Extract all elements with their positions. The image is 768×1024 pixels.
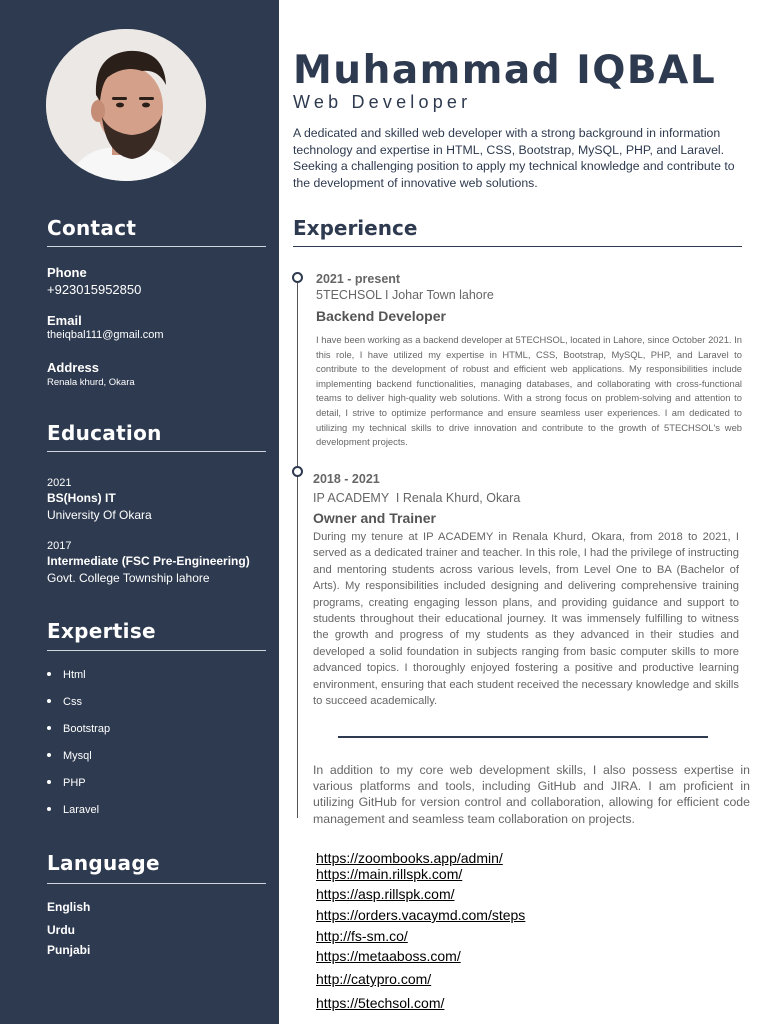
language-divider (47, 883, 266, 884)
job-company: 5TECHSOL I Johar Town lahore (316, 288, 494, 302)
timeline-dot-icon (292, 272, 303, 283)
skill-item (47, 723, 110, 735)
portfolio-link[interactable]: https://orders.vacaymd.com/steps (316, 907, 526, 923)
person-name: Muhammad IQBAL (293, 48, 717, 93)
timeline-line (297, 278, 298, 818)
job-title: Web Developer (293, 92, 472, 112)
expertise-divider (47, 650, 266, 651)
portfolio-link[interactable]: https://main.rillspk.com/ (316, 866, 463, 882)
language-heading: Language (47, 851, 160, 875)
education-degree: Intermediate (FSC Pre-Engineering) (47, 554, 250, 568)
job-period: 2021 - present (316, 272, 401, 286)
portfolio-link[interactable]: https://asp.rillspk.com/ (316, 886, 455, 902)
sidebar (0, 0, 279, 1024)
bullet-icon (47, 726, 51, 730)
profile-photo-image (46, 29, 206, 181)
language-item: Urdu (47, 923, 75, 937)
portfolio-link[interactable]: http://catypro.com/ (316, 971, 432, 987)
bullet-icon (47, 780, 51, 784)
bullet-icon (47, 753, 51, 757)
skill-item (47, 777, 86, 789)
skill-label: Bootstrap (63, 723, 111, 735)
email-label: Email (47, 313, 82, 328)
education-degree: BS(Hons) IT (47, 491, 116, 505)
bullet-icon (47, 807, 51, 811)
profile-photo (46, 29, 206, 181)
skill-label: Css (63, 696, 82, 708)
address-value: Renala khurd, Okara (47, 377, 135, 388)
education-school: University Of Okara (47, 508, 152, 522)
profile-summary: A dedicated and skilled web developer with a strong background in information technology and expertise in HTML, CSS, Bootstrap, MySQL, PHP, and Laravel. Seeking a challenging position to apply my technical knowledge and contribute to the development of innovative web solutions. (293, 126, 735, 190)
skill-item (47, 696, 82, 708)
additional-skills-text: In addition to my core web development skills, I also possess expertise in various platforms and tools, including GitHub and JIRA. I am proficient in utilizing GitHub for version control and collaboration, allowing for efficient code management and seamless team collaboration on projects. (313, 763, 750, 826)
skill-label: PHP (63, 777, 86, 789)
bullet-icon (47, 699, 51, 703)
job-description: During my tenure at IP ACADEMY in Renala Khurd, Okara, from 2018 to 2021, I served as a dedicated trainer and teacher. In this role, I had the privilege of instructing and mentoring students across various levels, from Level One to BA (Bachelor of Arts). My responsibilities included designing and delivering comprehensive training programs, creating engaging lesson plans, and providing guidance and support to students throughout their educational journey. It was immensely fulfilling to witness the growth and progress of my students as they advanced in their studies and developed a solid foundation in subjects ranging from basic computer skills to more advanced topics. I thoroughly enjoyed fostering a positive and productive learning environment, ensuring that each student received the necessary knowledge and skills to succeed academically. (313, 531, 739, 708)
portfolio-link[interactable]: https://metaaboss.com/ (316, 948, 461, 964)
section-divider (338, 736, 708, 738)
bullet-icon (47, 672, 51, 676)
contact-divider (47, 246, 266, 247)
address-label: Address (47, 360, 100, 375)
timeline-dot-icon (292, 466, 303, 477)
portfolio-link[interactable]: https://5techsol.com/ (316, 995, 445, 1011)
phone-label: Phone (47, 265, 87, 280)
skill-item (47, 669, 86, 681)
experience-heading: Experience (293, 216, 418, 240)
job-period: 2018 - 2021 (313, 472, 380, 486)
education-year: 2021 (47, 477, 72, 489)
education-school: Govt. College Township lahore (47, 571, 210, 585)
job-description: I have been working as a backend developer at 5TECHSOL, located in Lahore, since October 2021. In this role, I have utilized my expertise in HTML, CSS, Bootstrap, MySQL, PHP, and Laravel to contribute to the development of robust and efficient web applications. My responsibilities include implementing backend functionalities, managing databases, and collaborating with cross-functional teams to deliver high-quality web solutions. With a strong focus on problem-solving and attention to detail, I strive to optimize performance and ensure seamless user experiences. I am dedicated to utilizing my technical skills to drive innovation and contribute to the growth of 5TECHSOL's web development projects. (316, 334, 742, 448)
contact-heading: Contact (47, 216, 137, 240)
skill-item (47, 750, 92, 762)
job-role: Owner and Trainer (313, 510, 436, 526)
email-value[interactable]: theiqbal111@gmail.com (47, 329, 164, 341)
education-heading: Education (47, 421, 162, 445)
experience-divider (293, 246, 742, 247)
language-item: Punjabi (47, 943, 91, 957)
job-company: IP ACADEMY I Renala Khurd, Okara (313, 491, 521, 505)
portfolio-link[interactable]: https://zoombooks.app/admin/ (316, 850, 503, 866)
expertise-heading: Expertise (47, 619, 156, 643)
skill-item (47, 804, 99, 816)
education-year: 2017 (47, 540, 72, 552)
skill-label: Mysql (63, 750, 92, 762)
skill-label: Laravel (63, 804, 100, 816)
job-role: Backend Developer (316, 308, 446, 324)
portfolio-link[interactable]: http://fs-sm.co/ (316, 928, 408, 944)
language-item: English (47, 900, 91, 914)
skill-label: Html (63, 669, 86, 681)
phone-value[interactable]: +923015952850 (47, 282, 142, 297)
education-divider (47, 451, 266, 452)
